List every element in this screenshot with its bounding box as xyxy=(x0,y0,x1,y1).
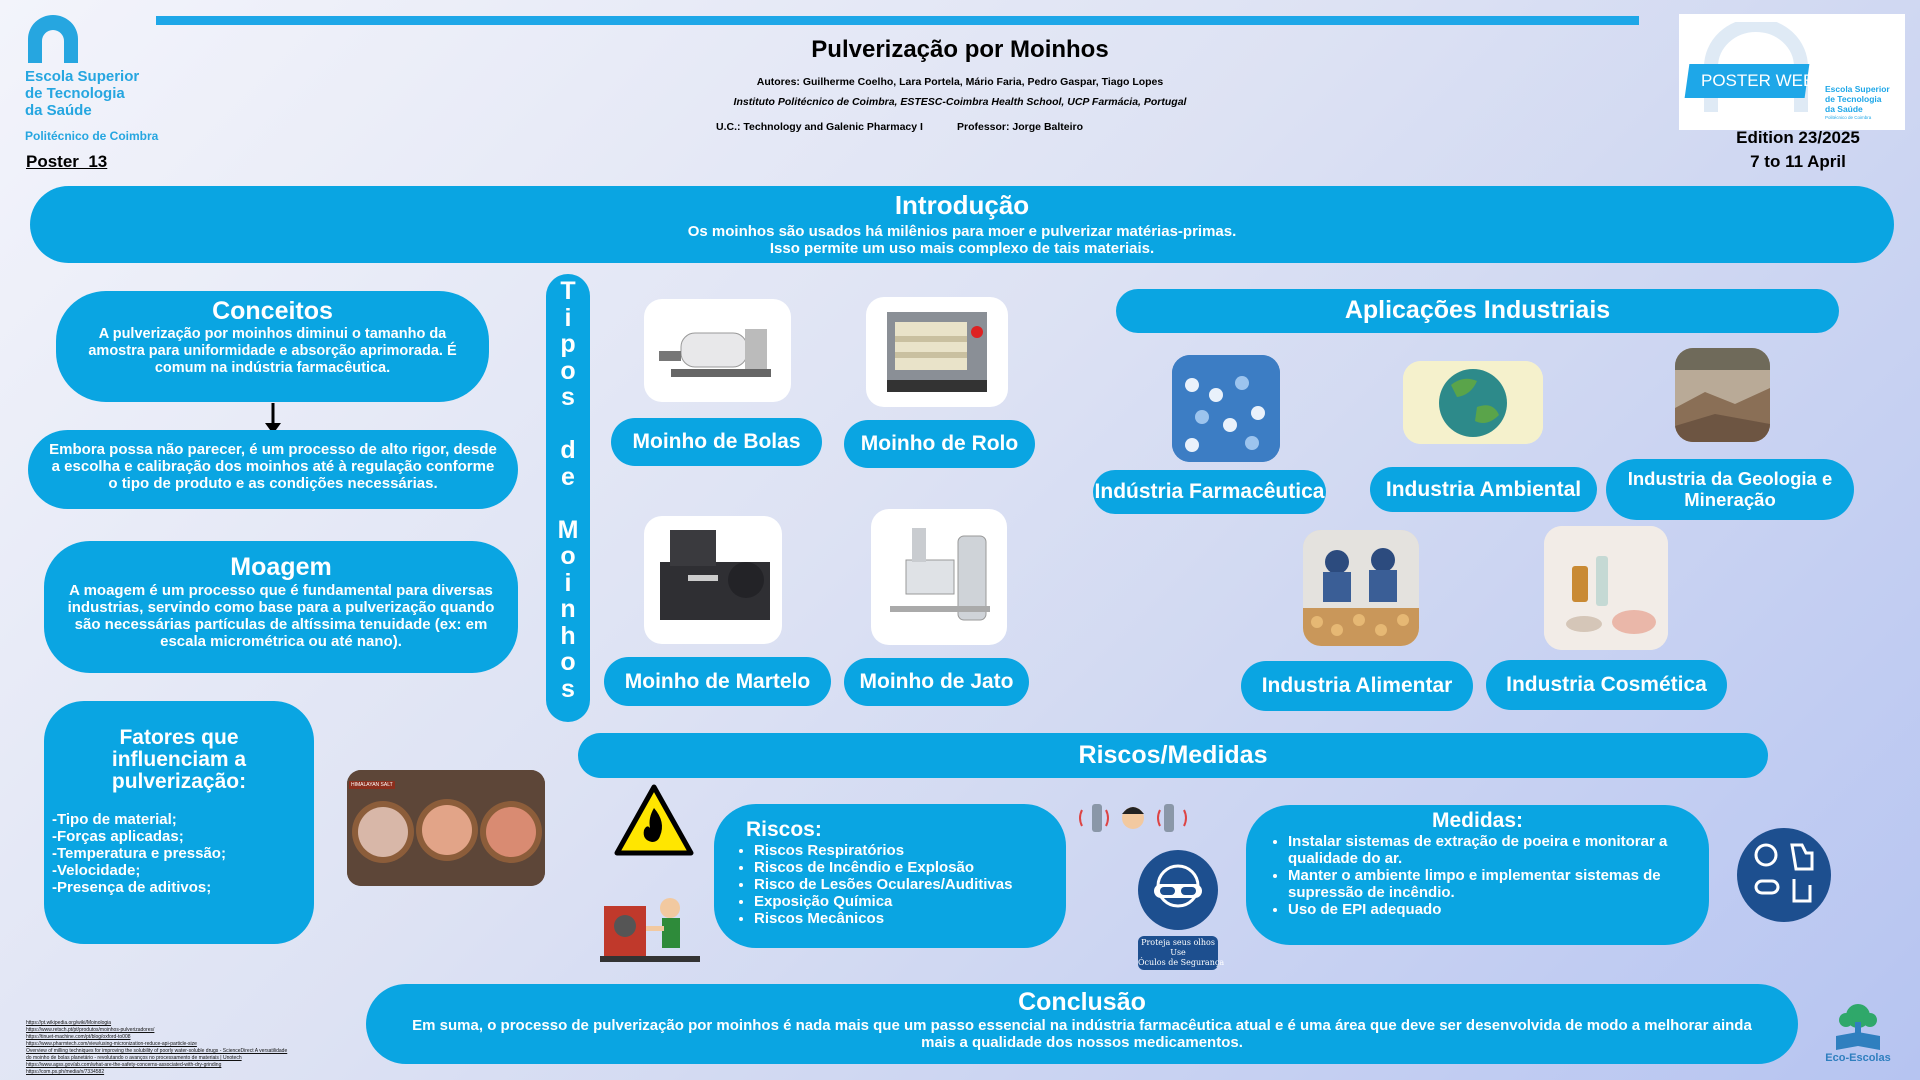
poster-number: Poster 13 xyxy=(26,152,108,171)
pharma-industry-photo xyxy=(1172,355,1280,462)
food-production-image xyxy=(1303,530,1419,646)
tipos-letter: p xyxy=(560,330,576,358)
logo-left-line3: da Saúde xyxy=(25,102,92,119)
intro-line1: Os moinhos são usados há milênios para moer e pulverizar matérias-primas. xyxy=(687,223,1237,240)
tipos-letter: d xyxy=(560,436,576,464)
reference-item[interactable]: https://com.ps.ph/media/n/7334582 xyxy=(26,1069,105,1075)
medidas-title: Medidas: xyxy=(1431,809,1523,832)
reference-item[interactable]: https://www.retsch.pt/pt/produtos/moinhos-pulverizadores/ xyxy=(26,1027,155,1033)
tipos-letter: M xyxy=(557,515,579,544)
poster-week-logo xyxy=(1679,14,1905,130)
eye-sign-caption-1: Proteja seus olhos xyxy=(1141,938,1215,947)
globe-image xyxy=(1403,361,1543,444)
professor-line: Professor: Jorge Balteiro xyxy=(957,121,1084,133)
risco-item: • Exposição Química xyxy=(754,893,1048,910)
tipos-letter: s xyxy=(561,383,575,411)
hammer-mill-photo xyxy=(644,516,782,644)
mill-label-martelo: Moinho de Martelo xyxy=(604,657,831,706)
riscos-list xyxy=(732,842,1048,927)
eco-escolas-logo xyxy=(1818,1000,1898,1070)
eye-sign-caption-3: Óculos de Segurança xyxy=(1138,958,1225,967)
riscos-medidas-title: Riscos/Medidas xyxy=(578,733,1768,778)
dates-label: 7 to 11 April xyxy=(1750,152,1846,171)
tipos-letter: i xyxy=(564,303,572,332)
fatores-title: Fatores que influenciam a pulverização: xyxy=(111,726,247,793)
quarry-image xyxy=(1675,348,1770,442)
tipos-letter: i xyxy=(564,568,572,597)
app-label-cosmetica: Industria Cosmética xyxy=(1486,660,1727,710)
reference-item[interactable]: do moinho de bolas planetário - revolutando o avanços no processamento de materiais | Unotech xyxy=(26,1055,242,1061)
tipos-letter: h xyxy=(560,621,576,650)
conceitos-box xyxy=(56,291,489,402)
page-title: Pulverização por Moinhos xyxy=(811,36,1109,63)
jet-mill-image xyxy=(876,514,1002,640)
medida-item: • Uso de EPI adequado xyxy=(1288,901,1689,918)
goggles-icon xyxy=(1136,848,1220,932)
logo-right-line2: de Tecnologia xyxy=(1825,94,1882,104)
moagem-box xyxy=(44,541,518,673)
course-line: U.C.: Technology and Galenic Pharmacy I xyxy=(716,121,923,133)
authors-line: Autores: Guilherme Coelho, Lara Portela, Mário Faria, Pedro Gaspar, Tiago Lopes xyxy=(756,76,1164,88)
fatores-item: -Velocidade; xyxy=(52,862,141,879)
fatores-item: -Tipo de material; xyxy=(52,811,177,828)
edition-label: Edition 23/2025 xyxy=(1736,128,1860,147)
geology-industry-photo xyxy=(1675,348,1770,442)
risco-item: • Riscos Respiratórios xyxy=(754,842,1048,859)
logo-left-line1: Escola Superior xyxy=(25,68,140,85)
fatores-list xyxy=(52,811,306,896)
logo-left-line2: de Tecnologia xyxy=(25,85,125,102)
tipos-vertical-text xyxy=(546,278,590,702)
risco-item: • Risco de Lesões Oculares/Auditivas xyxy=(754,876,1048,893)
conceitos-title: Conceitos xyxy=(212,297,333,325)
medidas-list xyxy=(1266,833,1689,918)
reference-item[interactable]: https://www.agss.gov/ab.com/what-are-the-safety-concerns-associated-with-dry-grinding xyxy=(26,1062,222,1068)
mill-label-rolo: Moinho de Rolo xyxy=(844,420,1035,468)
ball-mill-photo xyxy=(644,299,791,402)
fire-hazard-icon xyxy=(614,784,694,856)
tipos-letter: n xyxy=(560,595,576,623)
tipos-letter: o xyxy=(560,356,576,385)
medida-item: • Manter o ambiente limpo e implementar sistemas de supressão de incêndio. xyxy=(1288,867,1689,901)
riscos-box xyxy=(714,804,1066,948)
salt-tag: HIMALAYAN SALT xyxy=(351,782,393,788)
medidas-box xyxy=(1246,805,1709,945)
fatores-item: -Presença de aditivos; xyxy=(52,879,212,896)
tipos-letter xyxy=(546,411,590,438)
eye-sign-caption xyxy=(1138,936,1225,970)
arch-logo-icon xyxy=(26,15,80,63)
conclusao-banner xyxy=(366,984,1798,1064)
mill-label-jato: Moinho de Jato xyxy=(844,658,1029,706)
medida-item: • Instalar sistemas de extração de poeira e monitorar a qualidade do ar. xyxy=(1288,833,1689,867)
conceitos-text: A pulverização por moinhos diminui o tamanho da amostra para uniformidade e absorção aprimorada. É comum na indústria farmacêutica. xyxy=(88,326,457,376)
eco-escolas-label: Eco-Escolas xyxy=(1825,1052,1891,1064)
risco-item: • Riscos Mecânicos xyxy=(754,910,1048,927)
fatores-item: -Forças aplicadas; xyxy=(52,828,184,845)
mechanical-risk-icon xyxy=(600,886,700,964)
moagem-title: Moagem xyxy=(230,553,332,581)
logo-left-line4: Politécnico de Coimbra xyxy=(25,129,159,143)
intro-line2: Isso permite um uso mais complexo de tais materiais. xyxy=(769,240,1155,257)
moagem-text: A moagem é um processo que é fundamental para diversas industrias, servindo como base para a pulverização quando são necessárias partículas de altíssima tenuidade (ex: em escala micrométrica ou até nano). xyxy=(67,582,495,650)
references-list xyxy=(26,1020,346,1076)
tipos-letter: s xyxy=(561,674,575,703)
tipos-letter xyxy=(546,490,590,517)
app-label-geologia: Industria da Geologia e Mineração xyxy=(1606,459,1854,520)
salt-bowls-photo xyxy=(347,770,545,886)
fatores-box xyxy=(44,701,314,944)
poster-week-badge-label: POSTER WEEK xyxy=(1701,71,1826,90)
logo-right-line3: da Saúde xyxy=(1825,104,1863,114)
logo-right-line1: Escola Superior xyxy=(1825,84,1890,94)
ppe-icon xyxy=(1736,827,1832,923)
environment-industry-photo xyxy=(1403,361,1543,444)
app-label-farmaceutica: Indústria Farmacêutica xyxy=(1093,470,1326,514)
institution-line: Instituto Politécnico de Coimbra, ESTESC-Coimbra Health School, UCP Farmácia, Portugal xyxy=(733,96,1187,108)
conclusao-title: Conclusão xyxy=(1018,988,1146,1016)
eye-sign-caption-2: Use xyxy=(1170,948,1186,957)
tipos-letter: o xyxy=(560,542,576,570)
food-industry-photo xyxy=(1303,530,1419,646)
pills-image xyxy=(1172,355,1280,462)
reference-item[interactable]: https://pt.wikipedia.org/wiki/Moinologia xyxy=(26,1020,112,1026)
intro-banner xyxy=(30,186,1894,263)
header-top-bar xyxy=(156,16,1639,25)
mill-label-bolas: Moinho de Bolas xyxy=(611,418,822,466)
reference-item[interactable]: https://www.pharmtech.com/view/using-micronization-reduce-api-particle-size xyxy=(26,1041,197,1047)
conclusao-text: Em suma, o processo de pulverização por moinhos é nada mais que um passo essencial na indústria farmacêutica atual e é uma área que deve ser desenvolvida de modo a melhorar ainda mais a qualidade dos nossos medicamentos. xyxy=(412,1017,1752,1051)
rigor-box xyxy=(28,430,518,509)
intro-title: Introdução xyxy=(894,190,1030,220)
roller-mill-image xyxy=(877,302,997,402)
school-logo-left xyxy=(25,14,185,164)
ball-mill-image xyxy=(653,311,783,391)
cosmetics-image xyxy=(1544,526,1668,650)
fatores-item: -Temperatura e pressão; xyxy=(52,845,226,862)
tipos-letter: T xyxy=(560,277,576,305)
jet-mill-photo xyxy=(871,509,1007,645)
reference-item[interactable]: https://tinuet-machine.com/pt/blog/oxford-to008 xyxy=(26,1034,131,1040)
hammer-mill-image xyxy=(648,520,778,640)
cosmetic-industry-photo xyxy=(1544,526,1668,650)
aplicacoes-title: Aplicações Industriais xyxy=(1116,289,1839,333)
noise-hazard-icon xyxy=(1076,798,1190,838)
tipos-letter: o xyxy=(560,648,576,676)
risco-item: • Riscos de Incêndio e Explosão xyxy=(754,859,1048,876)
rigor-text: Embora possa não parecer, é um processo de alto rigor, desde a escolha e calibração dos moinhos até à regulação conforme o tipo de produto e as condições necessárias. xyxy=(49,441,497,492)
roller-mill-photo xyxy=(866,297,1008,407)
eco-tree-icon xyxy=(1830,1000,1886,1052)
logo-right-line4: Politécnico de Coimbra xyxy=(1825,115,1872,120)
app-label-alimentar: Industria Alimentar xyxy=(1241,661,1473,711)
reference-item[interactable]: Overview of milling techniques for improving the solubility of poorly water-soluble drugs - ScienceDirect A versatilidade xyxy=(26,1048,288,1054)
riscos-title: Riscos: xyxy=(746,818,822,841)
app-label-ambiental: Industria Ambiental xyxy=(1370,467,1597,512)
tipos-letter: e xyxy=(561,462,575,491)
eye-protection-sign xyxy=(1136,848,1225,972)
